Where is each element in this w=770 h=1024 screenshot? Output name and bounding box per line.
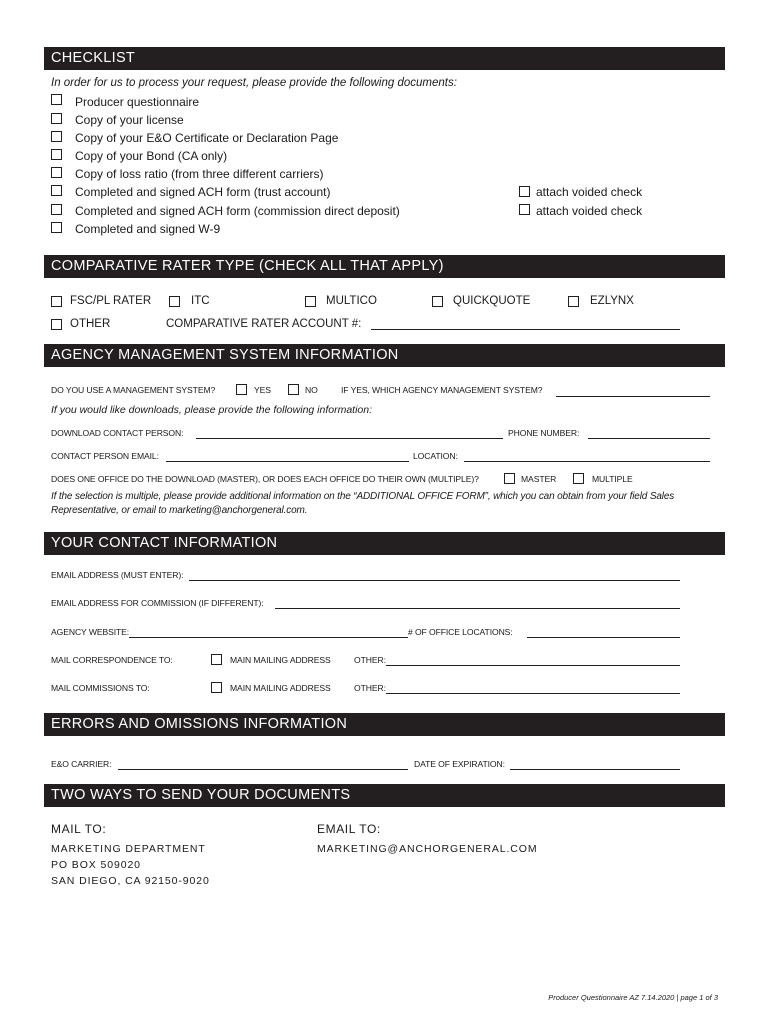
download-contact-label: DOWNLOAD CONTACT PERSON: <box>51 428 184 438</box>
phone-number-field[interactable] <box>588 438 710 439</box>
attach-voided-check-label: attach voided check <box>536 204 643 218</box>
checkbox-attach-voided-check-1[interactable] <box>519 186 530 197</box>
rater-header: COMPARATIVE RATER TYPE (CHECK ALL THAT APPLY) <box>44 255 725 278</box>
multiple-note-line-2: Representative, or email to marketing@anchorgeneral.com. <box>51 505 308 516</box>
contact-header: YOUR CONTACT INFORMATION <box>44 532 725 555</box>
office-question-label: DOES ONE OFFICE DO THE DOWNLOAD (MASTER), OR DOES EACH OFFICE DO THEIR OWN (MULTIPLE)? <box>51 474 479 484</box>
rater-option: ITC <box>191 295 210 307</box>
commissions-other-field[interactable] <box>386 693 680 694</box>
mail-to-heading: MAIL TO: <box>51 822 107 836</box>
checklist-header: CHECKLIST <box>44 47 725 70</box>
checkbox-commissions-main-address[interactable] <box>211 682 222 693</box>
rater-other-label: OTHER <box>70 318 111 330</box>
checkbox-ach-trust[interactable] <box>51 185 62 196</box>
rater-option: MULTICO <box>326 295 377 307</box>
checkbox-ams-yes[interactable] <box>236 384 247 395</box>
checkbox-multiple[interactable] <box>573 473 584 484</box>
rater-account-field[interactable] <box>371 329 680 330</box>
checkbox-eo-certificate[interactable] <box>51 131 62 142</box>
checkbox-ach-commission[interactable] <box>51 204 62 215</box>
address-line-1: MARKETING DEPARTMENT <box>51 843 206 855</box>
footer-page-info: Producer Questionnaire AZ 7.14.2020 | page 1 of 3 <box>548 993 718 1002</box>
location-field[interactable] <box>464 461 710 462</box>
checkbox-attach-voided-check-2[interactable] <box>519 204 530 215</box>
checkbox-ams-no[interactable] <box>288 384 299 395</box>
main-mailing-address-label: MAIN MAILING ADDRESS <box>230 683 331 693</box>
commission-email-label: EMAIL ADDRESS FOR COMMISSION (IF DIFFERENT): <box>51 598 264 608</box>
phone-number-label: PHONE NUMBER: <box>508 428 580 438</box>
checkbox-master[interactable] <box>504 473 515 484</box>
rater-option: EZLYNX <box>590 295 634 307</box>
checkbox-other-rater[interactable] <box>51 319 62 330</box>
office-locations-label: # OF OFFICE LOCATIONS: <box>408 627 513 637</box>
checkbox-bond[interactable] <box>51 149 62 160</box>
ams-which-label: IF YES, WHICH AGENCY MANAGEMENT SYSTEM? <box>341 385 543 395</box>
expiration-date-field[interactable] <box>510 769 680 770</box>
email-to-heading: EMAIL TO: <box>317 822 381 836</box>
checklist-item: Producer questionnaire <box>75 95 200 109</box>
correspondence-other-field[interactable] <box>386 665 680 666</box>
checklist-item: Copy of your E&O Certificate or Declaration Page <box>75 131 339 145</box>
ams-question-label: DO YOU USE A MANAGEMENT SYSTEM? <box>51 385 216 395</box>
marketing-email-link[interactable]: MARKETING@ANCHORGENERAL.COM <box>317 843 538 855</box>
contact-email-field[interactable] <box>166 461 409 462</box>
eo-carrier-label: E&O CARRIER: <box>51 759 112 769</box>
checklist-item: Completed and signed ACH form (trust account) <box>75 185 331 199</box>
checkbox-ezlynx[interactable] <box>568 296 579 307</box>
multiple-label: MULTIPLE <box>592 474 633 484</box>
mail-commissions-label: MAIL COMMISSIONS TO: <box>51 683 150 693</box>
rater-account-label: COMPARATIVE RATER ACCOUNT #: <box>166 318 362 330</box>
address-line-2: PO BOX 509020 <box>51 859 141 871</box>
checklist-item: Completed and signed ACH form (commission direct deposit) <box>75 204 400 218</box>
correspondence-other-label: OTHER: <box>354 655 386 665</box>
location-label: LOCATION: <box>413 451 458 461</box>
checklist-intro: In order for us to process your request, please provide the following documents: <box>51 77 457 89</box>
checkbox-loss-ratio[interactable] <box>51 167 62 178</box>
checklist-item: Copy of your license <box>75 113 184 127</box>
checkbox-fsc-pl-rater[interactable] <box>51 296 62 307</box>
email-address-label: EMAIL ADDRESS (MUST ENTER): <box>51 570 184 580</box>
checkbox-license[interactable] <box>51 113 62 124</box>
master-label: MASTER <box>521 474 557 484</box>
checkbox-multico[interactable] <box>305 296 316 307</box>
address-line-3: SAN DIEGO, CA 92150-9020 <box>51 875 210 887</box>
commission-email-field[interactable] <box>275 608 680 609</box>
office-locations-field[interactable] <box>527 637 680 638</box>
eo-header: ERRORS AND OMISSIONS INFORMATION <box>44 713 725 736</box>
email-address-field[interactable] <box>189 580 680 581</box>
checkbox-w9[interactable] <box>51 222 62 233</box>
checklist-item: Completed and signed W-9 <box>75 222 221 236</box>
checkbox-correspondence-main-address[interactable] <box>211 654 222 665</box>
agency-website-label: AGENCY WEBSITE: <box>51 627 130 637</box>
multiple-note-line-1: If the selection is multiple, please provide additional information on the “ADDITIONAL OFFICE FORM”, which you can obtain from your field Sales <box>51 491 675 502</box>
download-contact-field[interactable] <box>196 438 503 439</box>
contact-email-label: CONTACT PERSON EMAIL: <box>51 451 159 461</box>
ams-downloads-note: If you would like downloads, please provide the following information: <box>51 404 373 416</box>
checkbox-producer-questionnaire[interactable] <box>51 94 62 105</box>
rater-option: QUICKQUOTE <box>453 295 531 307</box>
agency-website-field[interactable] <box>129 637 408 638</box>
checklist-item: Copy of your Bond (CA only) <box>75 149 228 163</box>
ams-no-label: NO <box>305 385 318 395</box>
checklist-item: Copy of loss ratio (from three different carriers) <box>75 167 324 181</box>
main-mailing-address-label: MAIN MAILING ADDRESS <box>230 655 331 665</box>
ams-which-field[interactable] <box>556 396 710 397</box>
attach-voided-check-label: attach voided check <box>536 185 643 199</box>
checkbox-itc[interactable] <box>169 296 180 307</box>
ams-yes-label: YES <box>254 385 271 395</box>
commissions-other-label: OTHER: <box>354 683 386 693</box>
mail-correspondence-label: MAIL CORRESPONDENCE TO: <box>51 655 173 665</box>
rater-option: FSC/PL RATER <box>70 295 152 307</box>
checkbox-quickquote[interactable] <box>432 296 443 307</box>
expiration-date-label: DATE OF EXPIRATION: <box>414 759 505 769</box>
eo-carrier-field[interactable] <box>118 769 408 770</box>
ams-header: AGENCY MANAGEMENT SYSTEM INFORMATION <box>44 344 725 367</box>
send-header: TWO WAYS TO SEND YOUR DOCUMENTS <box>44 784 725 807</box>
